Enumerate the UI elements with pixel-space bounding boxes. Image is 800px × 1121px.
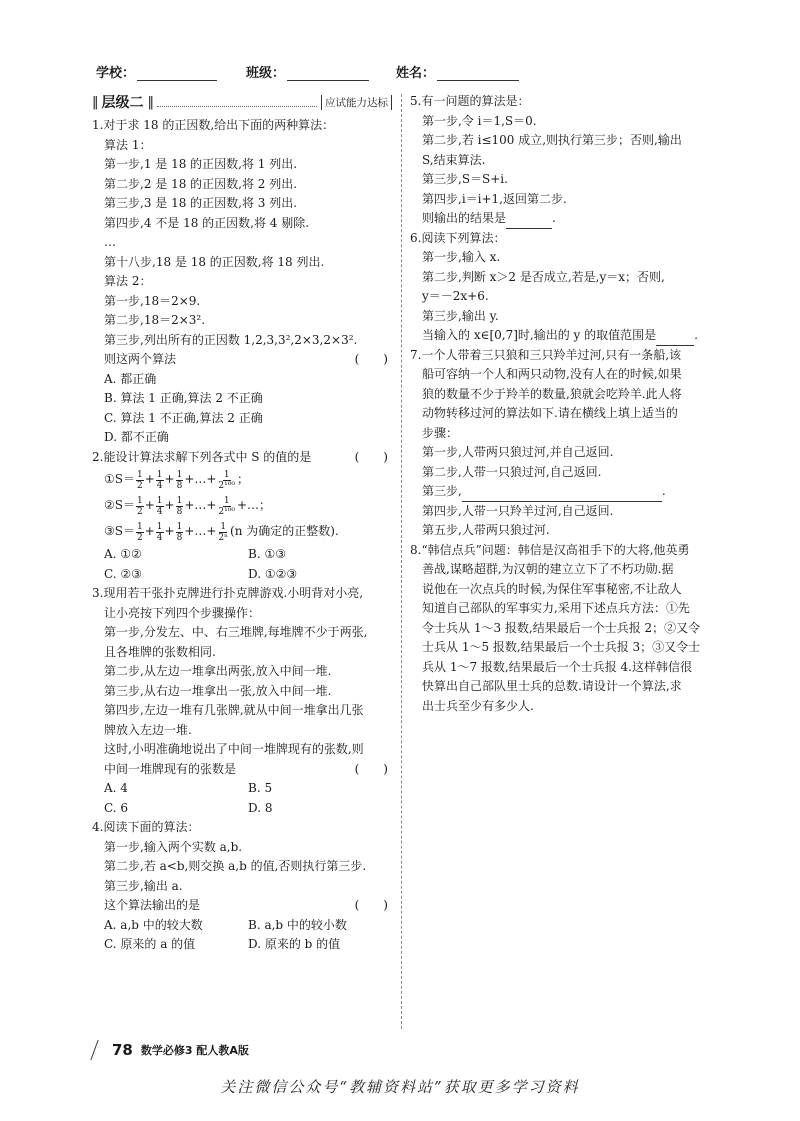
level-title: 层级二 — [101, 95, 144, 111]
column-divider — [401, 94, 402, 1029]
question-4 — [92, 818, 392, 955]
q2-option-a: A. ①② — [104, 547, 142, 561]
level-bars-left: ‖ — [92, 94, 98, 110]
q2-option-c: C. ②③ — [104, 566, 142, 581]
frac-den: 2¹⁰⁰ — [218, 506, 235, 517]
q5-ask — [410, 209, 710, 229]
q1-option-a: A. 都正确 — [104, 371, 157, 386]
f2-prefix: ②S＝ — [104, 498, 135, 513]
q5-answer-blank — [506, 216, 552, 229]
q5-step4: 第四步,i＝i+1,返回第二步. — [422, 191, 567, 206]
frac-den: 2 — [136, 532, 143, 543]
q8-line: 善战,谋略超群,为汉朝的建立立下了不朽功勋.据 — [422, 562, 674, 576]
frac — [156, 522, 164, 543]
q3-option-c: C. 6 — [104, 800, 129, 815]
q7-step4: 第四步,人带一只羚羊过河,自己返回. — [422, 503, 614, 518]
school-field — [96, 62, 217, 81]
q2-formula-2: ②S＝ $\frac{1}{2}$ + $\frac{1}{4}$ + $\frac{1}{8}$ +…+ $\frac{1}{\text{2¹⁰⁰}}$ +…； — [104, 495, 272, 517]
q3-options-row1 — [92, 779, 392, 799]
frac-den: 2¹⁰⁰ — [218, 480, 235, 491]
q1-alg1: 算法 1： — [104, 137, 152, 152]
q8-line: 说他在一次点兵的时候,为保住军事秘密,不让敌人 — [422, 581, 682, 596]
q7-step5: 第五步,人带两只狼过河. — [422, 523, 550, 537]
q1-step4: 第四步,4 不是 18 的正因数,将 4 剔除. — [104, 215, 310, 230]
frac-num: 1 — [176, 521, 183, 532]
frac — [176, 470, 184, 491]
question-1 — [92, 116, 392, 448]
name-label: 姓名： — [396, 66, 436, 81]
right-column — [410, 92, 710, 716]
q3-ask — [92, 760, 392, 780]
q1-ask — [92, 350, 392, 370]
q2-options-row2 — [92, 565, 392, 585]
q3-option-d: D. 8 — [248, 800, 273, 815]
frac-num: 1 — [136, 469, 143, 480]
name-field — [396, 62, 519, 81]
q1-alg2: 算法 2： — [104, 274, 152, 288]
page-number: 78 — [112, 1041, 133, 1059]
footer-slash — [90, 1040, 109, 1060]
frac-num: 1 — [223, 469, 230, 480]
q1-option-b: B. 算法 1 正确,算法 2 不正确 — [104, 391, 263, 405]
question-6 — [410, 229, 710, 346]
q4-step3: 第三步,输出 a. — [104, 878, 183, 893]
q4-step2: 第二步,若 a<b,则交换 a,b 的值,否则执行第三步. — [104, 859, 367, 873]
q7-step3 — [410, 482, 710, 502]
frac-den: 2 — [136, 480, 143, 491]
q6-answer-blank — [656, 333, 694, 346]
q4-ask — [92, 896, 392, 916]
frac-den: 4 — [156, 480, 163, 491]
q7-line: 7.一个人带着三只狼和三只羚羊过河,只有一条船,该 — [410, 347, 682, 362]
q2-formula-3: ③S＝ $\frac{1}{2}$ + $\frac{1}{4}$ + $\frac{1}{8}$ +…+ $\frac{1}{\text{2ⁿ}}$ (n 为确定的正整数). — [104, 521, 339, 543]
f3-end: (n 为确定的正整数). — [230, 524, 339, 539]
q7-line: 步骤： — [422, 425, 459, 440]
student-info-header — [96, 62, 716, 84]
q5-ask-text: 则输出的结果是 — [422, 211, 507, 225]
q8-line: 知道自己部队的军事实力,采用下述点兵方法：①先 — [422, 601, 690, 615]
frac — [176, 496, 184, 517]
q2-option-b: B. ①③ — [248, 547, 286, 561]
q2-answer-paren: ( ) — [354, 449, 388, 464]
q1-step2: 第二步,2 是 18 的正因数,将 2 列出. — [104, 176, 298, 191]
q4-option-a: A. a,b 中的较大数 — [104, 917, 203, 932]
q5-stem: 5.有一问题的算法是： — [410, 94, 530, 108]
q4-ask-text: 这个算法输出的是 — [104, 898, 201, 912]
q4-options-row1 — [92, 916, 392, 936]
q6-step2a: 第二步,判断 x＞2 是否成立,若是,y＝x；否则, — [422, 269, 665, 284]
frac-num: 1 — [136, 495, 143, 506]
q3-line: 3.现用若干张扑克牌进行扑克牌游戏.小明背对小亮, — [92, 586, 364, 600]
q7-step2: 第二步,人带一只狼过河,自己返回. — [422, 464, 602, 479]
frac — [217, 496, 236, 517]
q7-line: 狼的数量不少于羚羊的数量,狼就会吃羚羊.此人将 — [422, 386, 682, 401]
plus-dots: +…+ — [184, 472, 217, 487]
q8-line: 令士兵从 1～3 报数,结果最后一个士兵报 2；②又令 — [422, 620, 701, 635]
book-title: 数学必修3 配人教A版 — [140, 1044, 249, 1057]
q1-alg2-step2: 第二步,18＝2×3². — [104, 313, 206, 327]
q8-line: 士兵从 1～5 报数,结果最后一个士兵报 3；③又令士 — [422, 640, 701, 654]
q5-step3: 第三步,S＝S+i. — [422, 172, 508, 186]
q4-option-b: B. a,b 中的较小数 — [248, 917, 347, 932]
school-label: 学校： — [96, 66, 136, 81]
frac — [156, 496, 164, 517]
q3-line: 第三步,从右边一堆拿出一张,放入中间一堆. — [104, 683, 332, 698]
q3-line: 第四步,左边一堆有几张牌,就从中间一堆拿出几张 — [104, 703, 364, 717]
q3-options-row2 — [92, 799, 392, 819]
frac — [136, 522, 144, 543]
q1-step1: 第一步,1 是 18 的正因数,将 1 列出. — [104, 157, 298, 171]
q7-line: 船可容纳一个人和两只动物,没有人在的时候,如果 — [422, 367, 682, 381]
page-footer — [94, 1040, 249, 1060]
q7-line: 动物转移过河的算法如下.请在横线上填上适当的 — [422, 406, 678, 420]
frac-num: 1 — [156, 495, 163, 506]
q8-line: 兵从 1～7 报数,结果最后一个士兵报 4.这样韩信很 — [422, 659, 692, 674]
q3-option-a: A. 4 — [104, 781, 128, 795]
q6-end: . — [694, 328, 698, 342]
q4-stem: 4.阅读下面的算法： — [92, 820, 200, 834]
q7-step3-text: 第三步, — [422, 484, 462, 498]
frac-num: 1 — [156, 521, 163, 532]
f2-end: +…； — [236, 498, 272, 513]
frac-num: 1 — [176, 469, 183, 480]
q1-alg2-step1: 第一步,18＝2×9. — [104, 293, 201, 308]
question-5 — [410, 92, 710, 229]
q1-answer-paren: ( ) — [354, 352, 388, 366]
q4-option-d: D. 原来的 b 的值 — [248, 937, 341, 951]
q3-line: 第一步,分发左、中、右三堆牌,每堆牌不少于两张, — [104, 625, 368, 639]
q3-answer-paren: ( ) — [354, 761, 388, 776]
frac-den: 2ⁿ — [218, 532, 229, 543]
q5-step2a: 第二步,若 i≤100 成立,则执行第三步；否则,输出 — [422, 133, 682, 147]
q1-ellipsis: … — [104, 235, 116, 249]
q3-line: 牌放入左边一堆. — [104, 722, 192, 737]
q4-step1: 第一步,输入两个实数 a,b. — [104, 839, 243, 854]
frac-num: 1 — [136, 521, 143, 532]
q3-line: 且各堆牌的张数相同. — [104, 644, 216, 659]
q1-option-c: C. 算法 1 不正确,算法 2 正确 — [104, 410, 263, 425]
q5-end: . — [552, 211, 556, 225]
frac-den: 8 — [176, 532, 183, 543]
q2-option-d: D. ①②③ — [248, 566, 298, 581]
q1-alg2-step3: 第三步,列出所有的正因数 1,2,3,3²,2×3,2×3². — [104, 332, 358, 347]
frac-num: 1 — [223, 495, 230, 506]
q4-options-row2 — [92, 935, 392, 955]
class-field — [246, 62, 369, 81]
q4-answer-paren: ( ) — [354, 898, 388, 912]
frac-num: 1 — [176, 495, 183, 506]
q6-stem: 6.阅读下列算法： — [410, 230, 506, 245]
class-label: 班级： — [246, 66, 286, 81]
q6-ask-text: 当输入的 x∈[0,7]时,输出的 y 的取值范围是 — [422, 328, 657, 342]
q4-option-c: C. 原来的 a 的值 — [104, 937, 196, 951]
f3-prefix: ③S＝ — [104, 524, 135, 539]
q6-ask — [410, 326, 710, 346]
plus-dots: +…+ — [184, 498, 217, 513]
q8-line: 8.“韩信点兵”问题：韩信是汉高祖手下的大将,他英勇 — [410, 542, 690, 557]
frac — [136, 496, 144, 517]
frac — [217, 522, 229, 543]
q5-step1: 第一步,令 i＝1,S＝0. — [422, 113, 537, 128]
question-7 — [410, 346, 710, 541]
q7-step3-end: . — [661, 484, 666, 498]
frac — [217, 470, 236, 491]
question-8 — [410, 541, 710, 717]
q1-option-d: D. 都不正确 — [104, 430, 169, 444]
f1-end: ； — [236, 472, 249, 487]
q6-step2b: y＝－2x+6. — [422, 289, 489, 303]
q1-stem: 1.对于求 18 的正因数,给出下面的两种算法： — [92, 118, 335, 132]
q2-formula-1: ①S＝ $\frac{1}{2}$ + $\frac{1}{4}$ + $\frac{1}{8}$ +…+ $\frac{1}{\text{2¹⁰⁰}}$ ； — [104, 469, 249, 491]
class-blank — [287, 67, 369, 81]
q3-line: 让小亮按下列四个步骤操作： — [104, 605, 261, 620]
level-tag: 应试能力达标 — [321, 95, 392, 110]
level-dotted-line — [157, 97, 317, 107]
frac — [156, 470, 164, 491]
q1-ask-text: 则这两个算法 — [104, 352, 177, 366]
frac-num: 1 — [156, 469, 163, 480]
frac-num: 1 — [220, 521, 227, 532]
q3-line: 第二步,从左边一堆拿出两张,放入中间一堆. — [104, 664, 332, 678]
q8-line: 快算出自己部队里士兵的总数.请设计一个算法,求 — [422, 679, 682, 693]
plus-dots: +…+ — [184, 524, 217, 539]
q2-stem — [92, 448, 392, 468]
frac-den: 8 — [176, 480, 183, 491]
frac-den: 4 — [156, 506, 163, 517]
frac-den: 4 — [156, 532, 163, 543]
q8-line: 出士兵至少有多少人. — [422, 698, 534, 713]
q7-step1: 第一步,人带两只狼过河,并自己返回. — [422, 445, 614, 459]
frac-den: 8 — [176, 506, 183, 517]
name-blank — [437, 67, 519, 81]
f1-prefix: ①S＝ — [104, 472, 135, 487]
question-2 — [92, 448, 392, 585]
question-3 — [92, 584, 392, 818]
q1-step3: 第三步,3 是 18 的正因数,将 3 列出. — [104, 196, 298, 210]
q2-options-row1 — [92, 545, 392, 565]
q3-ask-text: 中间一堆牌现有的张数是 — [104, 761, 237, 776]
q3-option-b: B. 5 — [248, 781, 273, 795]
frac — [136, 470, 144, 491]
q6-step1: 第一步,输入 x. — [422, 250, 501, 264]
frac — [176, 522, 184, 543]
left-column — [92, 92, 392, 955]
q7-answer-blank — [462, 489, 662, 502]
frac-den: 2 — [136, 506, 143, 517]
school-blank — [137, 67, 217, 81]
level-bars-right: ‖ — [147, 94, 153, 110]
q5-step2b: S,结束算法. — [422, 152, 486, 167]
q1-step18: 第十八步,18 是 18 的正因数,将 18 列出. — [104, 254, 325, 269]
q2-stem-text: 2.能设计算法求解下列各式中 S 的值的是 — [92, 449, 312, 464]
level-heading — [92, 92, 392, 112]
watermark-text: 关注微信公众号“教辅资料站”获取更多学习资料 — [220, 1078, 580, 1096]
q3-line: 这时,小明准确地说出了中间一堆牌现有的张数,则 — [104, 742, 364, 756]
q6-step3: 第三步,输出 y. — [422, 308, 499, 323]
